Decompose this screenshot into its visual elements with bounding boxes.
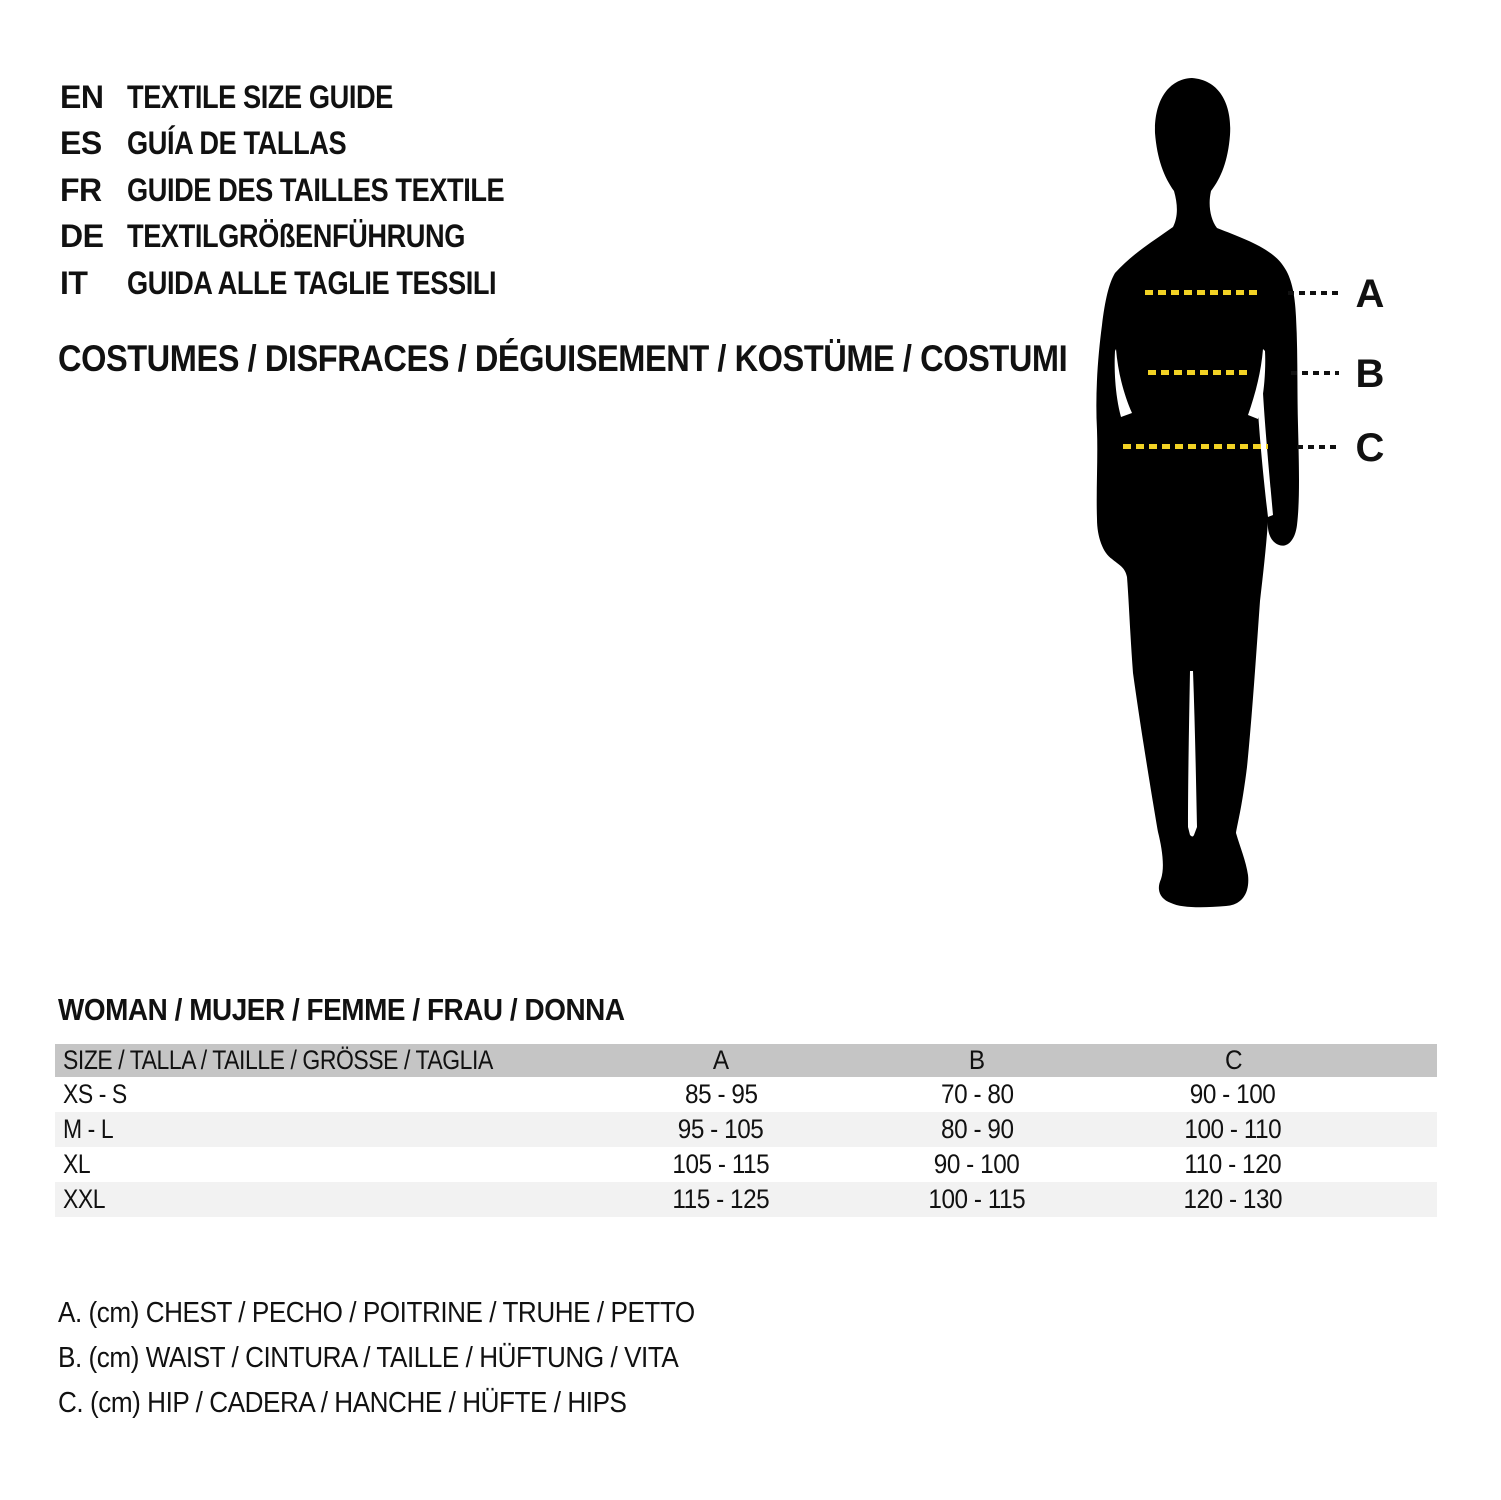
legend-line-chest: A. (cm) CHEST / PECHO / POITRINE / TRUHE / PETTO [58,1297,695,1329]
language-row [60,74,571,121]
language-row [60,214,571,261]
row-size-label: M - L [63,1114,114,1144]
language-label: GUIDA ALLE TAGLIE TESSILI [127,264,497,301]
language-code: IT [60,264,88,301]
marker-label-b: B [1355,352,1385,396]
header-size-label [55,1045,593,1076]
section-title-text: WOMAN / MUJER / FEMME / FRAU / DONNA [58,992,625,1027]
header-col-a: A [713,1045,729,1075]
cell-b: 80 - 90 [940,1114,1014,1144]
language-row [60,260,571,307]
language-label: GUIDE DES TAILLES TEXTILE [127,171,505,208]
legend-line-hip: C. (cm) HIP / CADERA / HANCHE / HÜFTE / HIPS [58,1387,627,1419]
language-label: TEXTILE SIZE GUIDE [127,78,393,115]
size-table [55,1044,1437,1217]
cell-a: 85 - 95 [684,1079,758,1109]
language-label: TEXTILGRÖßENFÜHRUNG [127,218,465,255]
language-row [60,121,571,168]
cell-a: 95 - 105 [678,1114,764,1144]
measurement-legend [58,1291,766,1426]
header-size-label-text: SIZE / TALLA / TAILLE / GRÖSSE / TAGLIA [63,1045,493,1075]
cell-b: 100 - 115 [928,1184,1026,1214]
language-row [60,167,571,214]
row-size-label: XXL [63,1184,106,1214]
table-row-m-l [55,1112,1437,1147]
language-code: ES [60,125,102,162]
legend-line-waist: B. (cm) WAIST / CINTURA / TAILLE / HÜFTUNG / VITA [58,1342,679,1374]
header-col-b: B [969,1045,985,1075]
table-row-xs-s [55,1077,1437,1112]
table-row-xxl [55,1182,1437,1217]
woman-silhouette [1085,75,1350,920]
table-row-xl [55,1147,1437,1182]
language-label: GUÍA DE TALLAS [127,125,347,162]
language-code: FR [60,171,102,208]
cell-c: 100 - 110 [1184,1114,1282,1144]
marker-label-a: A [1355,272,1385,316]
cell-a: 105 - 115 [672,1149,770,1179]
chest-connector-line [1288,291,1340,295]
category-title-text: COSTUMES / DISFRACES / DÉGUISEMENT / KOSTÜME / COSTUMI [58,338,1068,379]
table-header-row [55,1044,1437,1077]
cell-a: 115 - 125 [672,1184,770,1214]
header-col-c: C [1224,1045,1242,1075]
hip-connector-line [1297,445,1339,449]
row-size-label: XL [63,1149,91,1179]
cell-b: 70 - 80 [940,1079,1014,1109]
language-list [60,74,571,307]
waist-measure-line [1148,370,1251,375]
cell-c: 110 - 120 [1184,1149,1282,1179]
marker-label-c: C [1355,426,1385,470]
language-code: DE [60,218,104,255]
row-size-label: XS - S [63,1079,127,1109]
category-title [58,337,1205,381]
hip-measure-line [1123,444,1268,449]
language-code: EN [60,78,104,115]
cell-c: 120 - 130 [1183,1184,1283,1214]
cell-c: 90 - 100 [1190,1079,1276,1109]
waist-connector-line [1291,371,1339,375]
section-title [58,992,688,1028]
chest-measure-line [1145,290,1258,295]
cell-b: 90 - 100 [934,1149,1020,1179]
